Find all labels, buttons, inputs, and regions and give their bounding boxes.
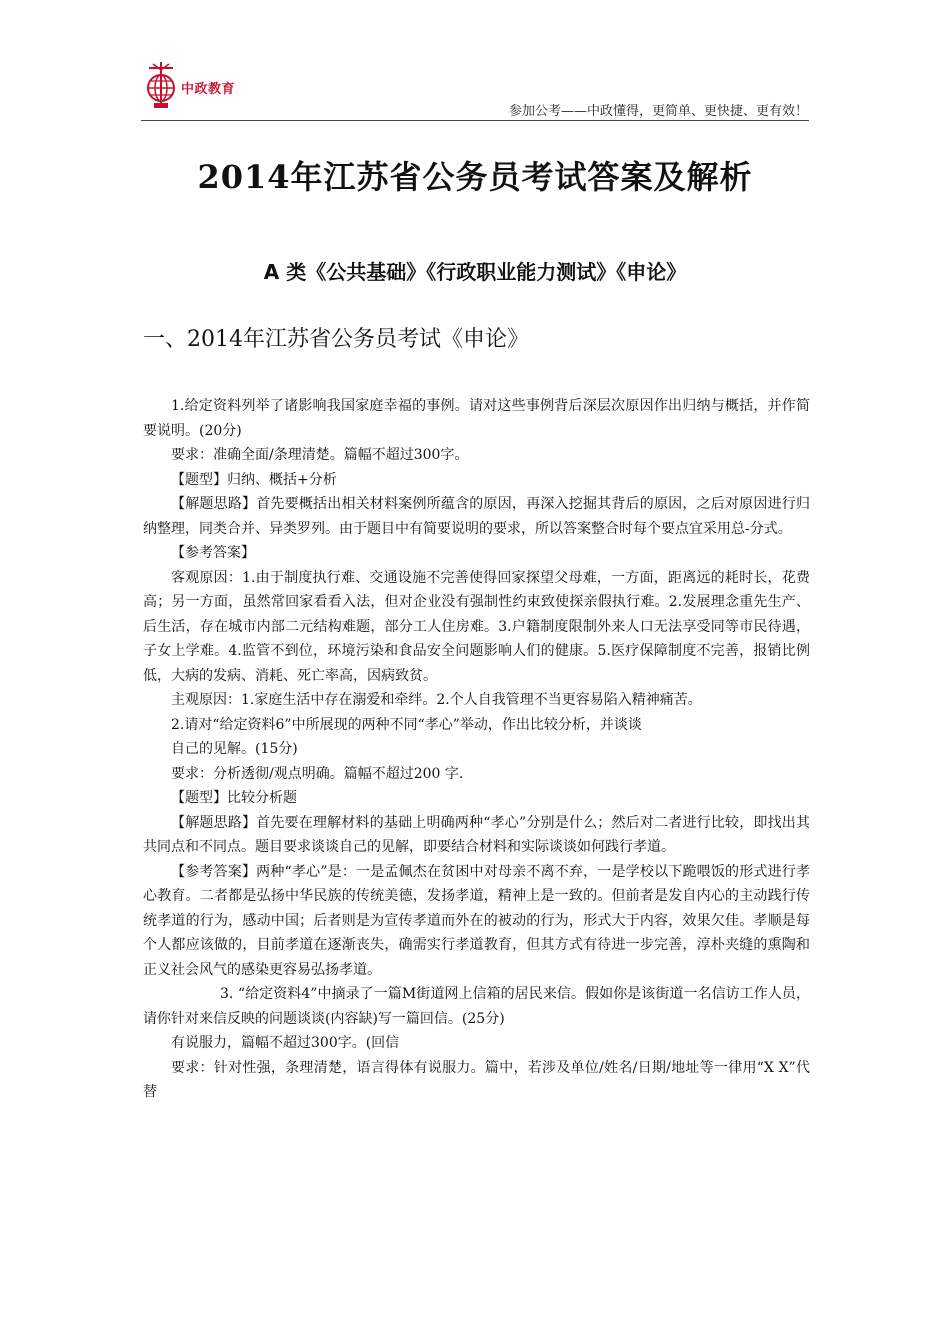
objective-causes: 客观原因：1.由于制度执行难、交通设施不完善使得回家探望父母难，一方面，距离远的耗时长，花费高；另一方面，虽然常回家看看入法，但对企业没有强制性约束致使探亲假执行难。2.发展理念重先生产、后生活，存在城市内部二元结构难题，部分工人住房难。3.户籍制度限制外来人口无法享受同等市民待遇，子女上学难。4.监管不到位，环境污染和食品安全问题影响人们的健康。5.医疗保障制度不完善，报销比例低，大病的发病、消耗、死亡率高，因病致贫。 (143, 569, 810, 684)
requirement-1: 要求：准确全面/条理清楚。篇幅不超过300字。 (171, 447, 469, 463)
requirement-2: 要求：分析透彻/观点明确。篇幅不超过200 字. (171, 765, 464, 782)
question-2-continued: 自己的见解。(15分) (171, 741, 298, 757)
requirement-3: 要求：针对性强，条理清楚，语言得体有说服力。篇中，若涉及单位/姓名/日期/地址等一律用“X X”代替 (143, 1059, 810, 1100)
logo (141, 60, 253, 110)
question-3: 3. “给定资料4”中摘录了一篇M街道网上信箱的居民来信。假如你是该街道一名信访工作人员，请你针对来信反映的问题谈谈(内容缺)写一篇回信。(25分) (143, 986, 810, 1027)
subjective-causes: 主观原因：1.家庭生活中存在溺爱和牵绊。2.个人自我管理不当更容易陷入精神痛苦。 (171, 692, 702, 708)
question-type-1: 【题型】归纳、概括+分析 (171, 471, 337, 488)
header-slogan: 参加公考——中政懂得，更简单、更快捷、更有效！ (508, 104, 808, 119)
header-divider (141, 120, 809, 121)
document-body (143, 394, 810, 1105)
page-title: 2014年江苏省公务员考试答案及解析 (197, 158, 753, 196)
question-1: 1.给定资料列举了诸影响我国家庭幸福的事例。请对这些事例背后深层次原因作出归纳与概括，并作简要说明。(20分) (143, 398, 810, 439)
page-subtitle: A 类《公共基础》《行政职业能力测试》《申论》 (263, 260, 687, 284)
reference-answer-heading-1: 【参考答案】 (171, 545, 255, 561)
section-heading: 一、2014年江苏省公务员考试《申论》 (143, 327, 529, 352)
question-type-2: 【题型】比较分析题 (171, 790, 297, 806)
globe-logo-icon (141, 60, 181, 110)
question-3-note: 有说服力，篇幅不超过300字。(回信 (171, 1035, 400, 1051)
reference-answer-2: 【参考答案】两种“孝心”是：一是孟佩杰在贫困中对母亲不离不弃，一是学校以下跪喂饭的形式进行孝心教育。二者都是弘扬中华民族的传统美德，发扬孝道，精神上是一致的。但前者是发自内心的主动践行传统孝道的行为，感动中国；后者则是为宣传孝道而外在的被动的行为，形式大于内容，效果欠佳。孝顺是每个人都应该做的，目前孝道在逐渐丧失，确需实行孝道教育，但其方式有待进一步完善，淳朴夹缝的熏陶和正义社会风气的感染更容易弘扬孝道。 (143, 863, 810, 978)
solution-approach-1: 【解题思路】首先要概括出相关材料案例所蕴含的原因，再深入挖掘其背后的原因，之后对原因进行归纳整理，同类合并、异类罗列。由于题目中有简要说明的要求，所以答案整合时每个要点宜采用总-分式。 (143, 496, 810, 537)
question-2: 2.请对“给定资料6”中所展现的两种不同“孝心”举动，作出比较分析，并谈谈 (171, 716, 642, 733)
solution-approach-2: 【解题思路】首先要在理解材料的基础上明确两种“孝心”分别是什么；然后对二者进行比较，即找出其共同点和不同点。题目要求谈谈自己的见解，即要结合材料和实际谈谈如何践行孝道。 (143, 814, 810, 855)
logo-text: 中政教育 (181, 82, 236, 97)
